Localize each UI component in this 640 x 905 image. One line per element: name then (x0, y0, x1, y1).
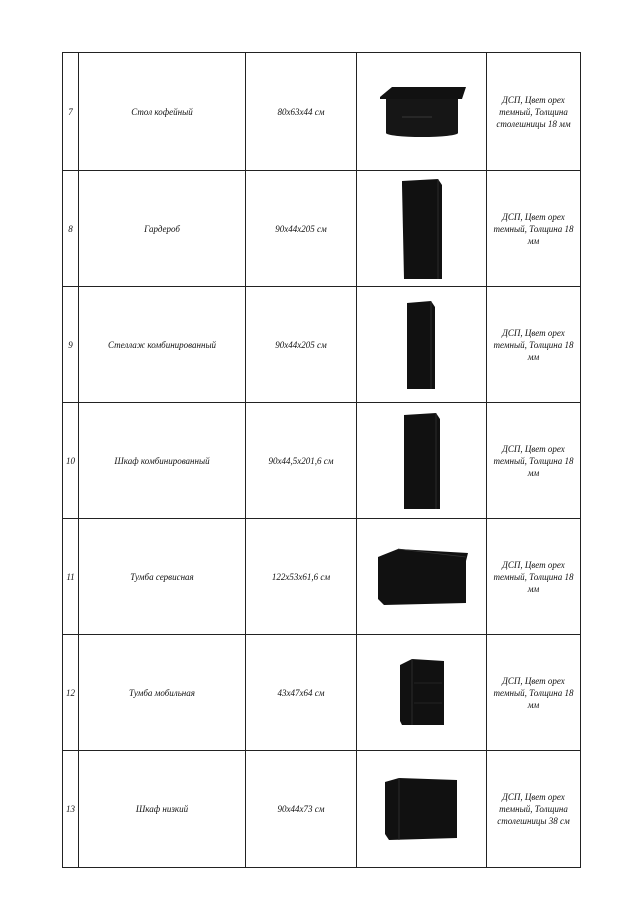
item-material: ДСП, Цвет орех темный, Толщина 18 мм (487, 171, 581, 287)
item-dimensions: 90х44х73 см (246, 751, 357, 868)
table-row (63, 635, 581, 751)
item-dimensions: 122х53х61,6 см (246, 519, 357, 635)
table-row (63, 751, 581, 868)
table-row (63, 171, 581, 287)
item-dimensions: 90х44х205 см (246, 287, 357, 403)
row-number: 10 (63, 403, 79, 519)
item-material: ДСП, Цвет орех темный, Толщина столешницы 38 см (487, 751, 581, 868)
coffee-table-photo (372, 77, 472, 147)
item-name: Стеллаж комбинированный (79, 287, 246, 403)
item-material: ДСП, Цвет орех темный, Толщина 18 мм (487, 635, 581, 751)
item-dimensions: 43х47х64 см (246, 635, 357, 751)
item-name: Тумба мобильная (79, 635, 246, 751)
item-image-cell (357, 635, 487, 751)
item-image-cell (357, 53, 487, 171)
table-row (63, 519, 581, 635)
low-cabinet-photo (377, 774, 467, 844)
item-image-cell (357, 287, 487, 403)
row-number: 8 (63, 171, 79, 287)
item-image-cell (357, 171, 487, 287)
item-image-cell (357, 751, 487, 868)
table-row (63, 287, 581, 403)
table-row (63, 403, 581, 519)
shelving-photo (397, 297, 447, 393)
row-number: 13 (63, 751, 79, 868)
item-dimensions: 80х63х44 см (246, 53, 357, 171)
item-material: ДСП, Цвет орех темный, Толщина 18 мм (487, 403, 581, 519)
item-image-cell (357, 519, 487, 635)
table-row (63, 53, 581, 171)
item-material: ДСП, Цвет орех темный, Толщина 18 мм (487, 287, 581, 403)
item-material: ДСП, Цвет орех темный, Толщина столешницы 18 мм (487, 53, 581, 171)
row-number: 9 (63, 287, 79, 403)
item-dimensions: 90х44х205 см (246, 171, 357, 287)
row-number: 11 (63, 519, 79, 635)
row-number: 12 (63, 635, 79, 751)
item-name: Шкаф низкий (79, 751, 246, 868)
item-name: Шкаф комбинированный (79, 403, 246, 519)
item-image-cell (357, 403, 487, 519)
item-material: ДСП, Цвет орех темный, Толщина 18 мм (487, 519, 581, 635)
wardrobe-photo (392, 175, 452, 283)
item-name: Тумба сервисная (79, 519, 246, 635)
item-name: Гардероб (79, 171, 246, 287)
row-number: 7 (63, 53, 79, 171)
item-name: Стол кофейный (79, 53, 246, 171)
service-cabinet-photo (372, 543, 472, 611)
mobile-pedestal-photo (392, 655, 452, 731)
furniture-spec-table (62, 52, 581, 868)
item-dimensions: 90х44,5х201,6 см (246, 403, 357, 519)
combined-cabinet-photo (394, 409, 450, 513)
